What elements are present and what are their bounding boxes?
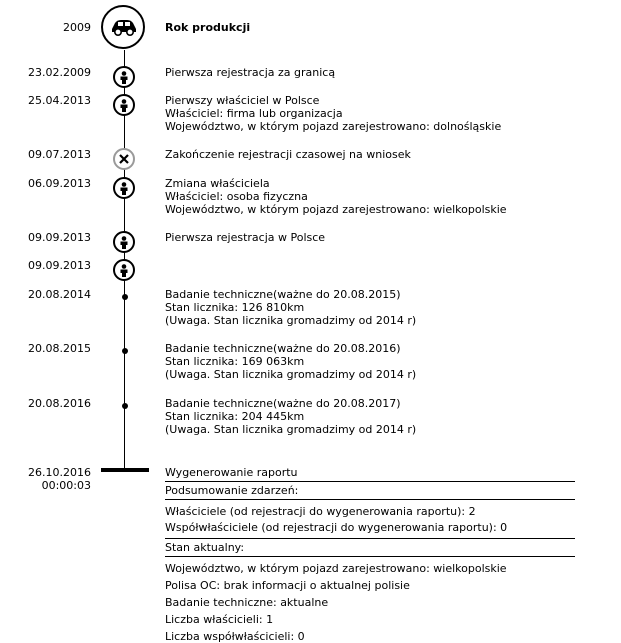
report-datetime: 26.10.2016 00:00:03: [28, 466, 91, 492]
person-icon: [113, 94, 135, 116]
current-status-line: Liczba współwłaścicieli: 0: [165, 630, 305, 643]
event-description: Pierwszy właściciel w Polsce Właściciel: firma lub organizacja Województwo, w którym pojazd zarejestrowano: dolnośląskie: [165, 94, 502, 133]
event-description: Badanie techniczne(ważne do 20.08.2015) Stan licznika: 126 810km (Uwaga. Stan licznika gromadzimy od 2014 r): [165, 288, 417, 327]
event-date: 20.08.2014: [28, 288, 91, 301]
current-status-line: Badanie techniczne: aktualne: [165, 596, 329, 609]
event-date: 09.09.2013: [28, 231, 91, 244]
event-date: 25.04.2013: [28, 94, 91, 107]
event-date: 06.09.2013: [28, 177, 91, 190]
event-date: 23.02.2009: [28, 66, 91, 79]
event-description: Zakończenie rejestracji czasowej na wniosek: [165, 148, 411, 161]
person-icon: [113, 259, 135, 281]
event-date: 09.09.2013: [28, 259, 91, 272]
summary-heading: Podsumowanie zdarzeń:: [165, 484, 299, 497]
event-description: Zmiana właściciela Właściciel: osoba fizyczna Województwo, w którym pojazd zarejestrowano: wielkopolskie: [165, 177, 507, 216]
event-description: Badanie techniczne(ważne do 20.08.2017) Stan licznika: 204 445km (Uwaga. Stan licznika gromadzimy od 2014 r): [165, 397, 417, 436]
person-icon: [113, 66, 135, 88]
inspection-dot: [122, 403, 128, 409]
report-label: Wygenerowanie raportu: [165, 466, 298, 479]
inspection-dot: [122, 348, 128, 354]
inspection-dot: [122, 294, 128, 300]
event-description: Badanie techniczne(ważne do 20.08.2016) Stan licznika: 169 063km (Uwaga. Stan licznika gromadzimy od 2014 r): [165, 342, 417, 381]
current-status-line: Województwo, w którym pojazd zarejestrowano: wielkopolskie: [165, 562, 507, 575]
summary-line: Właściciele (od rejestracji do wygenerowania raportu): 2: [165, 505, 476, 518]
current-status-heading: Stan aktualny:: [165, 541, 245, 554]
person-icon: [113, 177, 135, 199]
current-status-line: Polisa OC: brak informacji o aktualnej polisie: [165, 579, 410, 592]
production-year: 2009: [63, 21, 91, 34]
current-status-line: Liczba właścicieli: 1: [165, 613, 274, 626]
timeline-end-bar: [101, 468, 149, 472]
event-date: 09.07.2013: [28, 148, 91, 161]
person-icon: [113, 231, 135, 253]
production-label: Rok produkcji: [165, 21, 251, 34]
x-circle-icon: [113, 148, 135, 170]
event-description: Pierwsza rejestracja za granicą: [165, 66, 336, 79]
summary-line: Współwłaściciele (od rejestracji do wygenerowania raportu): 0: [165, 521, 508, 534]
event-date: 20.08.2015: [28, 342, 91, 355]
car-icon: [101, 5, 145, 49]
event-date: 20.08.2016: [28, 397, 91, 410]
report-summary: [165, 481, 575, 643]
event-description: Pierwsza rejestracja w Polsce: [165, 231, 326, 244]
